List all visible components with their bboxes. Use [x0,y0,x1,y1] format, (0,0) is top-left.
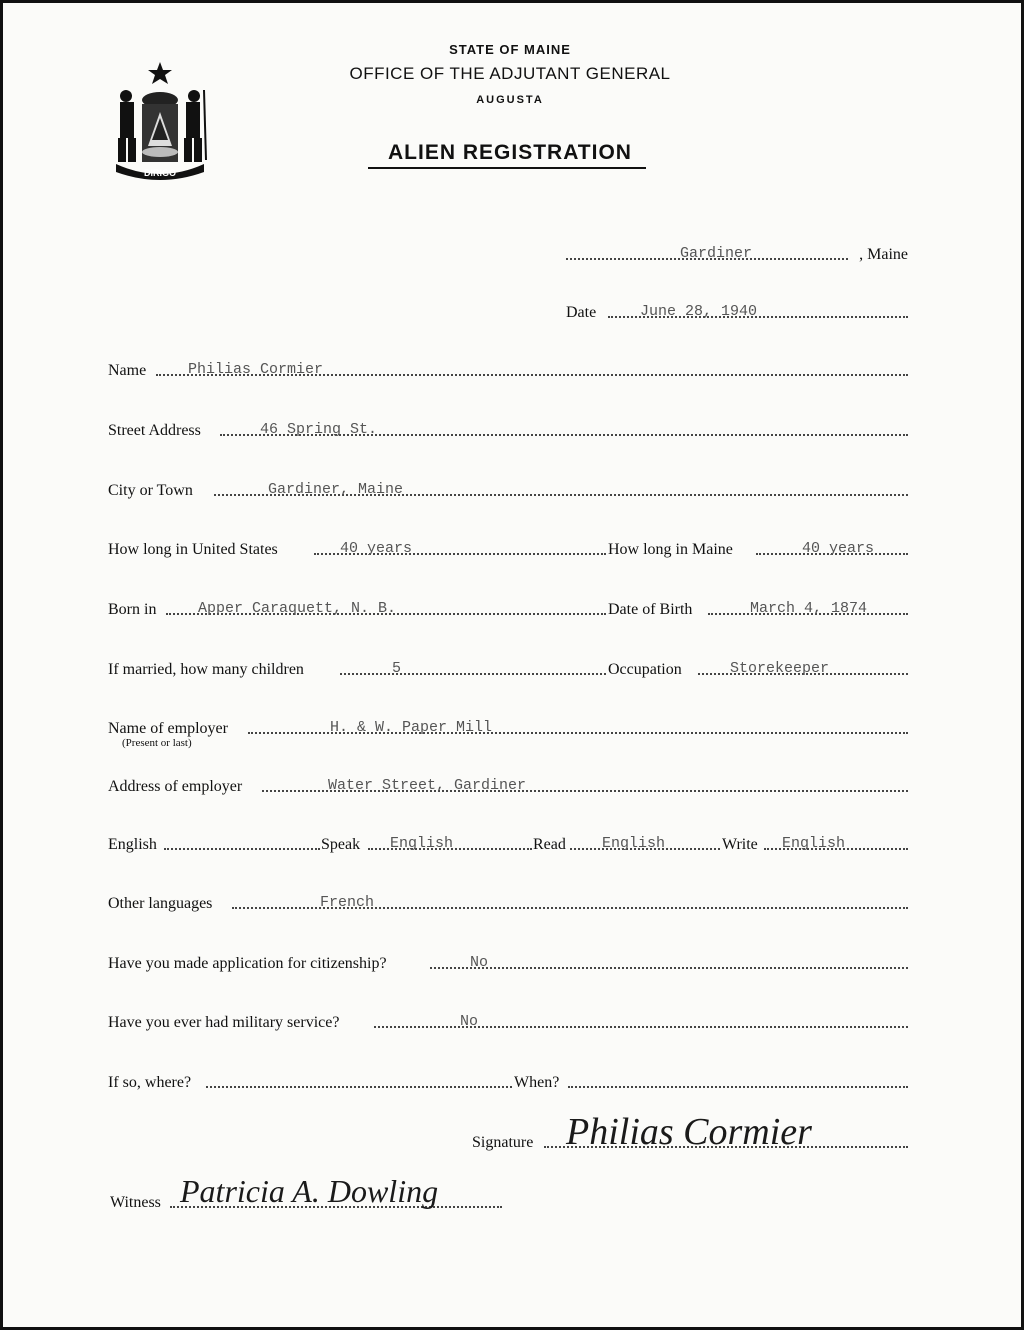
military-label: Have you ever had military service? [108,1014,340,1031]
family-row [108,657,908,681]
us-years-value[interactable]: 40 years [340,540,413,557]
languages-value[interactable]: French [320,894,375,911]
employer-address-value[interactable]: Water Street, Gardiner [328,777,527,794]
english-row [108,832,908,856]
occupation-label: Occupation [608,661,682,678]
employer-value[interactable]: H. & W. Paper Mill [330,719,493,736]
speak-value[interactable]: English [390,835,454,852]
employer-address-label: Address of employer [108,778,243,795]
header-state: STATE OF MAINE [449,42,571,57]
born-value[interactable]: Apper Caraquett, N. B. [198,600,397,617]
employer-address-row [108,774,908,798]
when-label: When? [514,1074,560,1091]
born-label: Born in [108,601,157,618]
maine-years-value[interactable]: 40 years [802,540,875,557]
applicant-signature [560,1100,900,1160]
dob-label: Date of Birth [608,601,693,618]
children-label: If married, how many children [108,661,304,678]
where-label: If so, where? [108,1074,192,1091]
witness-label: Witness [110,1194,161,1211]
place-row [566,242,908,266]
speak-label: Speak [321,836,361,853]
employer-row [108,716,908,749]
name-row [108,358,908,382]
citizenship-label: Have you made application for citizenship? [108,955,387,972]
read-value[interactable]: English [602,835,666,852]
residence-row [108,537,908,561]
city-row [108,478,908,502]
citizenship-row [108,951,908,975]
service-row [108,1070,908,1094]
us-years-label: How long in United States [108,541,278,558]
city-value[interactable]: Gardiner, Maine [268,481,404,498]
employer-sublabel: (Present or last) [122,737,192,749]
name-value[interactable]: Philias Cormier [188,361,324,378]
place-value[interactable]: Gardiner [680,245,753,262]
military-row [108,1010,908,1034]
svg-text:Philias Cormier: Philias Cormier [566,1111,812,1153]
children-value[interactable]: 5 [392,660,402,677]
place-suffix: , Maine [859,246,908,263]
header-city: AUGUSTA [476,94,544,106]
signature-label: Signature [472,1134,534,1151]
state-seal-icon [108,60,212,180]
write-value[interactable]: English [782,835,846,852]
write-label: Write [722,836,758,853]
maine-years-label: How long in Maine [608,541,733,558]
seal-motto: DIRIGO [143,168,177,178]
occupation-value[interactable]: Storekeeper [730,660,830,677]
date-label: Date [566,304,597,321]
date-value[interactable]: June 28, 1940 [640,303,758,320]
street-label: Street Address [108,422,201,439]
languages-row [108,891,908,915]
languages-label: Other languages [108,895,213,912]
birth-row [108,597,908,621]
street-row [108,418,908,442]
dob-value[interactable]: March 4, 1874 [750,600,868,617]
citizenship-value[interactable]: No [470,954,489,971]
header-office: OFFICE OF THE ADJUTANT GENERAL [349,64,671,83]
city-label: City or Town [108,482,193,499]
employer-label: Name of employer [108,720,228,737]
form-title: ALIEN REGISTRATION [388,141,632,164]
date-row [566,300,908,324]
military-value[interactable]: No [460,1013,479,1030]
english-label: English [108,836,157,853]
title-underline [368,167,646,169]
street-value[interactable]: 46 Spring St. [260,421,378,438]
name-label: Name [108,362,147,379]
witness-signature [176,1156,476,1226]
svg-text:Patricia A. Dowling: Patricia A. Dowling [180,1173,439,1209]
read-label: Read [533,836,566,853]
